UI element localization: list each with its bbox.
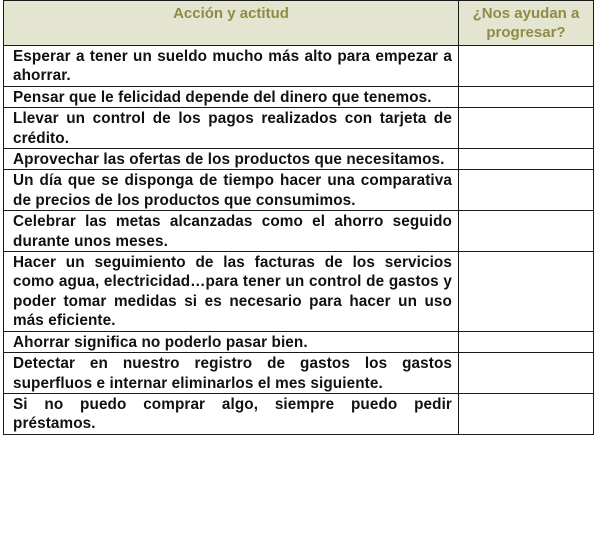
answer-cell[interactable]: [459, 108, 594, 149]
row-text: Esperar a tener un sueldo mucho más alto para empezar a ahorrar.: [4, 46, 459, 87]
header-progress: ¿Nos ayudan a progresar?: [459, 1, 594, 46]
table-row: [4, 108, 594, 149]
row-text: Si no puedo comprar algo, siempre puedo pedir préstamos.: [4, 393, 459, 434]
table-row: [4, 252, 594, 332]
row-text: Llevar un control de los pagos realizados con tarjeta de crédito.: [4, 108, 459, 149]
row-text: Pensar que le felicidad depende del dinero que tenemos.: [4, 86, 459, 107]
table-row: [4, 149, 594, 170]
row-text: Detectar en nuestro registro de gastos los gastos superfluos e internar eliminarlos el mes siguiente.: [4, 353, 459, 394]
table-row: [4, 170, 594, 211]
answer-cell[interactable]: [459, 46, 594, 87]
answer-cell[interactable]: [459, 353, 594, 394]
row-text: Hacer un seguimiento de las facturas de los servicios como agua, electricidad…para tener un control de gastos y poder tomar medidas si es necesario para hacer un uso más eficiente.: [4, 252, 459, 332]
table-row: [4, 86, 594, 107]
header-action: Acción y actitud: [4, 1, 459, 46]
table-row: [4, 393, 594, 434]
answer-cell[interactable]: [459, 211, 594, 252]
answer-cell[interactable]: [459, 86, 594, 107]
row-text: Un día que se disponga de tiempo hacer una comparativa de precios de los productos que consumimos.: [4, 170, 459, 211]
answer-cell[interactable]: [459, 149, 594, 170]
table-row: [4, 46, 594, 87]
attitudes-worksheet-table: [3, 0, 594, 435]
answer-cell[interactable]: [459, 252, 594, 332]
table-row: [4, 353, 594, 394]
table-row: [4, 211, 594, 252]
header-row: [4, 1, 594, 46]
answer-cell[interactable]: [459, 393, 594, 434]
answer-cell[interactable]: [459, 170, 594, 211]
answer-cell[interactable]: [459, 331, 594, 352]
row-text: Ahorrar significa no poderlo pasar bien.: [4, 331, 459, 352]
table-row: [4, 331, 594, 352]
row-text: Celebrar las metas alcanzadas como el ahorro seguido durante unos meses.: [4, 211, 459, 252]
row-text: Aprovechar las ofertas de los productos que necesitamos.: [4, 149, 459, 170]
